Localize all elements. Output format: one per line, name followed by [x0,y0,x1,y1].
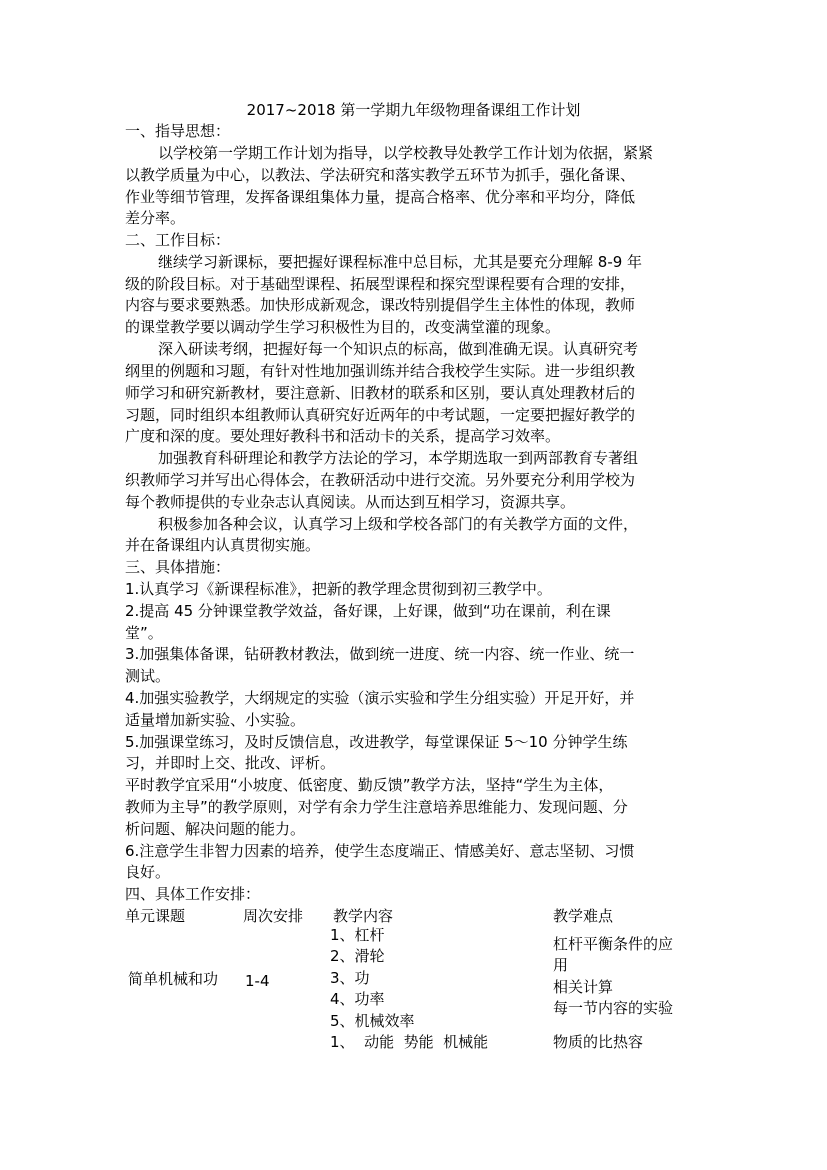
paragraph-line: 的课堂教学要以调动学生学习积极性为目的，改变满堂灌的现象。 [125,318,561,336]
table-header-unit: 单元课题 [125,907,186,925]
section-heading-4: 四、具体工作安排： [125,885,261,903]
table-cell-content-item: 1、杠杆 [330,926,385,944]
section-heading-2: 二、工作目标： [125,231,231,249]
paragraph-line: 级的阶段目标。对于基础型课程、拓展型课程和探究型课程要有合理的安排， [125,275,636,293]
paragraph-line: 深入研读考纲，把握好每一个知识点的标高，做到准确无误。认真研究考 [158,340,639,358]
table-cell-content-item: 3、功 [330,969,370,987]
table-cell-content-item: 4、功率 [330,990,385,1008]
measure-line: 4.加强实验教学，大纲规定的实验（演示实验和学生分组实验）开足开好，并 [125,689,635,707]
table-cell-unit: 简单机械和功 [128,970,219,988]
paragraph-line: 纲里的例题和习题，有针对性地加强训练并结合我校学生实际。进一步组织教 [125,362,636,380]
table-header-difficulty: 教学难点 [553,907,614,925]
paragraph-line: 以学校第一学期工作计划为指导，以学校教导处教学工作计划为依据，紧紧 [158,144,654,162]
paragraph-line: 加强教育科研理论和教学方法论的学习，本学期选取一到两部教育专著组 [158,449,639,467]
paragraph-line: 积极参加各种会议，认真学习上级和学校各部门的有关教学方面的文件， [158,515,639,533]
section-heading-3: 三、具体措施： [125,558,231,576]
table-header-content: 教学内容 [333,907,394,925]
measure-line: 教师为主导”的教学原则，对学有余力学生注意培养思维能力、发现问题、分 [125,798,628,816]
paragraph-line: 差分率。 [125,209,186,227]
measure-line: 适量增加新实验、小实验。 [125,711,306,729]
document-title: 2017~2018 第一学期九年级物理备课组工作计划 [246,101,581,119]
paragraph-line: 师学习和研究新教材，要注意新、旧教材的联系和区别，要认真处理教材后的 [125,384,636,402]
paragraph-line: 继续学习新课标，要把握好课程标准中总目标，尤其是要充分理解 8-9 年 [158,253,643,271]
measure-line: 平时教学宜采用“小坡度、低密度、勤反馈”教学方法，坚持“学生为主体， [125,776,614,794]
table-cell-content-item: 2、滑轮 [330,947,385,965]
measure-line: 堂”。 [125,624,163,642]
paragraph-line: 织教师学习并写出心得体会，在教研活动中进行交流。另外要充分利用学校为 [125,471,636,489]
table-cell-difficulty-item: 物质的比热容 [553,1033,644,1051]
paragraph-line: 作业等细节管理，发挥备课组集体力量，提高合格率、优分率和平均分，降低 [125,188,636,206]
table-header-weeks: 周次安排 [243,907,304,925]
paragraph-line: 并在备课组内认真贯彻实施。 [125,536,321,554]
paragraph-line: 习题，同时组织本组教师认真研究好近两年的中考试题，一定要把握好教学的 [125,406,636,424]
paragraph-line: 广度和深的度。要处理好教科书和活动卡的关系，提高学习效率。 [125,427,561,445]
table-cell-difficulty-item: 每一节内容的实验 [553,999,674,1017]
measure-line: 测试。 [125,667,171,685]
table-cell-difficulty-item: 用 [553,956,569,974]
measure-line: 1.认真学习《新课程标准》，把新的教学理念贯彻到初三教学中。 [125,580,552,598]
measure-line: 5.加强课堂练习，及时反馈信息，改进教学，每堂课保证 5～10 分钟学生练 [125,733,628,751]
measure-line: 6.注意学生非智力因素的培养，使学生态度端正、情感美好、意志坚韧、习惯 [125,842,635,860]
table-cell-content-item: 1、 动能 势能 机械能 [330,1033,489,1051]
paragraph-line: 以教学质量为中心，以教法、学法研究和落实教学五环节为抓手，强化备课、 [125,166,636,184]
measure-line: 析问题、解决问题的能力。 [125,820,306,838]
table-cell-difficulty-item: 相关计算 [553,978,614,996]
section-heading-1: 一、指导思想： [125,122,231,140]
measure-line: 3.加强集体备课，钻研教材教法，做到统一进度、统一内容、统一作业、统一 [125,645,635,663]
measure-line: 良好。 [125,863,171,881]
table-cell-weeks: 1-4 [245,972,270,990]
paragraph-line: 每个教师提供的专业杂志认真阅读。从而达到互相学习，资源共享。 [125,493,576,511]
measure-line: 习，并即时上交、批改、评析。 [125,754,336,772]
paragraph-line: 内容与要求要熟悉。加快形成新观念，课改特别提倡学生主体性的体现，教师 [125,296,636,314]
measure-line: 2.提高 45 分钟课堂教学效益，备好课，上好课，做到“功在课前，利在课 [125,602,611,620]
table-cell-difficulty-item: 杠杆平衡条件的应 [553,935,674,953]
table-cell-content-item: 5、机械效率 [330,1012,415,1030]
